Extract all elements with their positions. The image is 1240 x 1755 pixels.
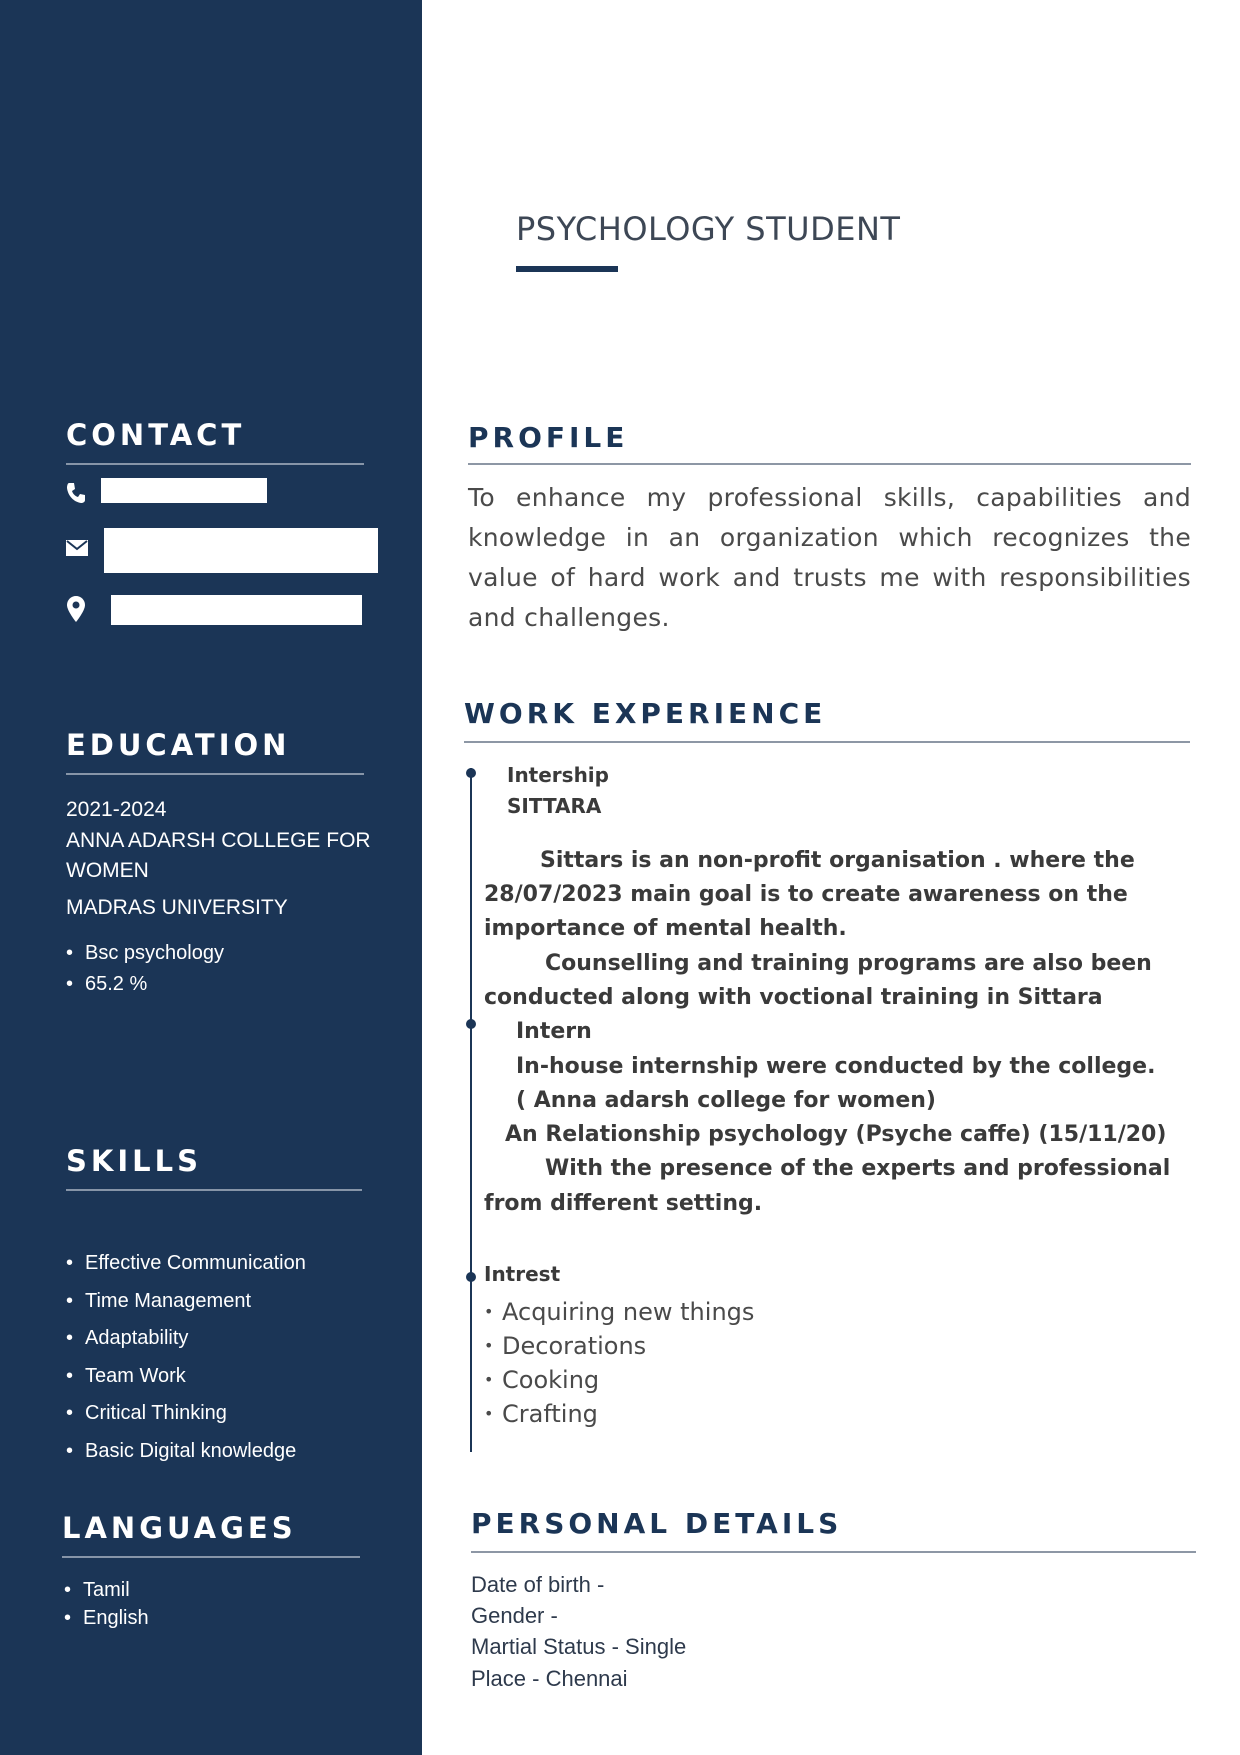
- place: Place - Chennai: [471, 1666, 628, 1691]
- languages-divider: [62, 1556, 360, 1558]
- experience-line: Sittars is an non-profit organisation . where the: [540, 848, 1135, 873]
- contact-divider: [66, 463, 364, 465]
- list-item: • Adaptability: [66, 1320, 306, 1358]
- skills-list: [66, 1245, 306, 1471]
- personal-details-heading: PERSONAL DETAILS: [471, 1507, 843, 1540]
- languages-heading: LANGUAGES: [62, 1511, 297, 1545]
- interest-heading: Intrest: [484, 1262, 561, 1286]
- date-of-birth: Date of birth -: [471, 1572, 605, 1597]
- education-years: 2021-2024: [66, 798, 167, 821]
- list-item: • Bsc psychology: [66, 938, 224, 969]
- work-experience-heading: WORK EXPERIENCE: [464, 697, 827, 730]
- timeline-line: [470, 768, 472, 1452]
- experience-line: In-house internship were conducted by the college.: [516, 1054, 1156, 1079]
- profile-text: To enhance my professional skills, capabilities and knowledge in an organization which recognizes the value of hard work and trusts me with responsibilities and challenges.: [468, 483, 1191, 632]
- list-item: • Team Work: [66, 1358, 306, 1396]
- location-pin-icon: [67, 596, 85, 622]
- page-title: PSYCHOLOGY STUDENT: [516, 210, 901, 248]
- timeline-dot: [466, 1019, 476, 1029]
- title-accent-bar: [516, 266, 618, 272]
- phone-redacted: [101, 478, 267, 503]
- list-item: • Tamil: [64, 1576, 149, 1604]
- experience-line: ( Anna adarsh college for women): [516, 1088, 936, 1113]
- education-college-line2: WOMEN: [66, 859, 149, 882]
- list-item: • English: [64, 1604, 149, 1632]
- timeline-dot: [466, 1272, 476, 1282]
- list-item: • Critical Thinking: [66, 1395, 306, 1433]
- education-details-list: [66, 938, 224, 1000]
- list-item: • Decorations: [484, 1329, 754, 1363]
- address-redacted: [111, 595, 362, 625]
- skills-divider: [66, 1189, 362, 1191]
- contact-heading: CONTACT: [66, 418, 246, 452]
- skills-heading: SKILLS: [66, 1144, 202, 1178]
- profile-divider: [468, 463, 1191, 465]
- profile-heading: PROFILE: [468, 421, 629, 454]
- list-item: • Cooking: [484, 1363, 754, 1397]
- personal-details-divider: [471, 1551, 1196, 1553]
- experience-line: from different setting.: [484, 1191, 763, 1216]
- experience-line: Counselling and training programs are also been: [545, 951, 1152, 976]
- list-item: • Time Management: [66, 1283, 306, 1321]
- experience-title: Intership: [507, 763, 609, 787]
- list-item: • Acquiring new things: [484, 1295, 754, 1329]
- experience-line: An Relationship psychology (Psyche caffe) (15/11/20): [505, 1122, 1167, 1147]
- marital-status: Martial Status - Single: [471, 1634, 687, 1659]
- education-divider: [66, 773, 364, 775]
- work-experience-divider: [464, 741, 1190, 743]
- list-item: • 65.2 %: [66, 969, 224, 1000]
- education-college-line1: ANNA ADARSH COLLEGE FOR: [66, 829, 371, 852]
- experience-organization: SITTARA: [507, 794, 602, 818]
- gender: Gender -: [471, 1603, 558, 1628]
- experience-line: 28/07/2023 main goal is to create awareness on the: [484, 882, 1128, 907]
- languages-list: [64, 1576, 149, 1632]
- experience-line: With the presence of the experts and professional: [545, 1156, 1171, 1181]
- experience-line: importance of mental health.: [484, 916, 847, 941]
- sidebar: [0, 0, 422, 1755]
- list-item: • Basic Digital knowledge: [66, 1433, 306, 1471]
- timeline-dot: [466, 768, 476, 778]
- phone-icon: [66, 482, 86, 504]
- experience-title: Intern: [516, 1019, 592, 1044]
- education-heading: EDUCATION: [66, 728, 291, 762]
- email-redacted: [104, 528, 378, 573]
- interest-list: [484, 1295, 754, 1431]
- list-item: • Crafting: [484, 1397, 754, 1431]
- education-university: MADRAS UNIVERSITY: [66, 896, 288, 919]
- mail-icon: [66, 540, 88, 556]
- experience-line: conducted along with voctional training in Sittara: [484, 985, 1103, 1010]
- list-item: • Effective Communication: [66, 1245, 306, 1283]
